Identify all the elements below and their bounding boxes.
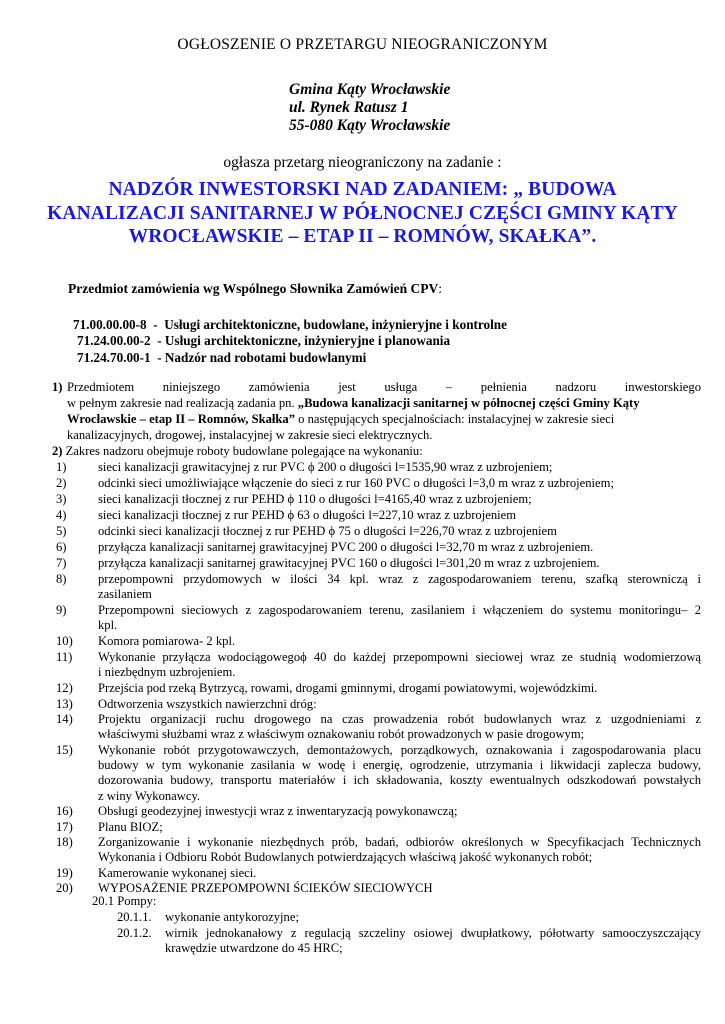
section-1-line: w pełnym zakresie nad realizacją zadania pn. „Budowa kanalizacji sanitarnej w północnej części Gminy Kąty [67, 396, 640, 410]
section-2-heading: 2) Zakres nadzoru obejmuje roboty budowlane polegające na wykonaniu: [52, 444, 423, 458]
list-item-text: Projektu organizacji ruchu drogowego na czas prowadzenia robót budowlanych wraz z uzgodnieniami z [98, 712, 701, 726]
pumps-subheading: 20.1 Pompy: [92, 894, 157, 908]
section-1-line: kanalizacyjnych, drogowej, instalacyjnej w zakresie sieci elektrycznych. [67, 428, 433, 442]
list-item-number: 9) [56, 603, 67, 617]
announce-text: ogłasza przetarg nieograniczony na zadanie : [223, 154, 502, 171]
list-item-text: Wykonania i Odbioru Robót Budowlanych potwierdzających właściwą jakość wykonanych robót; [98, 850, 593, 865]
list-item-text: Zorganizowanie i wykonanie niezbędnych prób, badań, odbiorów określonych w Specyfikacjach Technicznych [98, 835, 701, 849]
sub-item-text: wykonanie antykorozyjne; [165, 910, 299, 924]
list-item-text: Komora pomiarowa- 2 kpl. [98, 634, 236, 648]
section-1-line: Wrocławskie – etap II – Romnów, Skałka” o następujących specjalnościach: instalacyjnej w zakresie sieci [67, 412, 615, 426]
cpv-heading-colon: : [438, 281, 443, 296]
list-item-text: Przepompowni sieciowych z zagospodarowaniem terenu, zasilaniem i włączeniem do systemu monitoringu– 2 [98, 603, 701, 617]
list-item-number: 15) [56, 743, 73, 757]
sub-item-text: wirnik jednokanałowy z regulacją szczeliny osiowej dwupłatkowy, półotwarty samooczyszczający [165, 926, 701, 940]
list-item-number: 6) [56, 540, 67, 554]
list-item-number: 2) [56, 476, 67, 490]
list-item-text: przepompowni przydomowych w ilości 34 kpl. wraz z zagospodarowaniem terenu, szafką sterowniczą i [98, 572, 701, 586]
list-item-number: 4) [56, 508, 67, 522]
tender-title-line: KANALIZACJI SANITARNEJ W PÓŁNOCNEJ CZĘŚCI GMINY KĄTY [47, 202, 678, 224]
address-line-2: ul. Rynek Ratusz 1 [289, 99, 409, 116]
list-item-number: 12) [56, 681, 73, 695]
list-item-number: 11) [56, 650, 73, 664]
list-item-text: WYPOSAŻENIE PRZEPOMPOWNI ŚCIEKÓW SIECIOWYCH [98, 881, 433, 895]
list-item-text: Wykonanie przyłącza wodociągowegoϕ 40 do każdej przepompowni sieciowej wraz ze studnią wodomierzową [98, 650, 701, 664]
sub-item-number: 20.1.2. [117, 926, 152, 940]
list-item-number: 8) [56, 572, 67, 586]
list-item-number: 3) [56, 492, 67, 506]
list-item-number: 13) [56, 697, 73, 711]
list-item-text: sieci kanalizacji grawitacyjnej z rur PVC ϕ 200 o długości l=1535,90 wraz z uzbrojeniem; [98, 460, 553, 474]
list-item-text: odcinki sieci umożliwiające włączenie do sieci z rur 160 PVC o długości l=3,0 m wraz z uzbrojeniem; [98, 476, 614, 490]
list-item-text: i niezbędnym uzbrojeniem. [98, 665, 236, 680]
list-item-text: z winy Wykonawcy. [98, 788, 201, 803]
cpv-item: 71.24.70.00-1 - Nadzór nad robotami budowlanymi [77, 350, 367, 365]
tender-title-line: WROCŁAWSKIE – ETAP II – ROMNÓW, SKAŁKA”. [128, 226, 597, 247]
list-item-number: 1) [56, 460, 67, 474]
list-item-text: zasilaniem [98, 587, 152, 602]
list-item-text: Planu BIOZ; [98, 820, 163, 834]
list-item-text: Odtworzenia wszystkich nawierzchni dróg: [98, 697, 317, 711]
address-line-1: Gmina Kąty Wrocławskie [289, 81, 451, 98]
list-item-text: przyłącza kanalizacji sanitarnej grawitacyjnej PVC 160 o długości l=301,20 m wraz z uzbrojeniem. [98, 556, 600, 570]
list-item-text: Przejścia pod rzeką Bytrzycą, rowami, drogami gminnymi, drogami powiatowymi, wojewódzkimi. [98, 681, 598, 695]
sub-item-text: krawędzie utwardzone do 45 HRC; [165, 941, 343, 956]
list-item-number: 16) [56, 804, 73, 818]
list-item-text: odcinki sieci kanalizacji tłocznej z rur PEHD ϕ 75 o długości l=226,70 wraz z uzbrojeniem [98, 524, 557, 538]
cpv-item: 71.24.00.00-2 - Usługi architektoniczne, inżynieryjne i planowania [77, 333, 451, 348]
list-item-number: 19) [56, 866, 73, 880]
list-item-text: Wykonanie robót przygotowawczych, demontażowych, porządkowych, oznakowania i zagospodarowania placu [98, 743, 701, 757]
list-item-text: budowy w tym wykonanie zasilania w wodę i energię, ogrodzenie, utrzymania i likwidacji zaplecza budowy, [98, 758, 701, 773]
tender-title [40, 178, 685, 249]
list-item-number: 20) [56, 881, 73, 895]
list-item-number: 10) [56, 634, 73, 648]
list-item-text: właściwymi służbami wraz z właściwym oznakowaniu robót prowadzonych w pasie drogowym; [98, 727, 585, 742]
list-item-text: przyłącza kanalizacji sanitarnej grawitacyjnej PVC 200 o długości l=32,70 m wraz z uzbrojeniem. [98, 540, 594, 554]
list-item-number: 7) [56, 556, 67, 570]
list-item-text: sieci kanalizacji tłocznej z rur PEHD ϕ 63 o długości l=227,10 wraz z uzbrojeniem [98, 508, 516, 522]
cpv-item: 71.00.00.00-8 - Usługi architektoniczne, budowlane, inżynieryjne i kontrolne [73, 317, 507, 332]
page-heading: OGŁOSZENIE O PRZETARGU NIEOGRANICZONYM [177, 36, 548, 53]
list-item-text: kpl. [98, 618, 118, 633]
address-line-3: 55-080 Kąty Wrocławskie [289, 117, 451, 134]
cpv-heading [68, 281, 442, 297]
section-1-line: Przedmiotem niniejszego zamówienia jest usługa – pełnienia nadzoru inwestorskiego [67, 380, 701, 394]
list-item-text: Kamerowanie wykonanej sieci. [98, 866, 257, 880]
list-item-number: 18) [56, 835, 73, 849]
list-item-text: dozorowania budowy, transportu materiałów i ich składowania, koszty ewentualnych odszkodowań powstałych [98, 773, 701, 788]
list-item-number: 5) [56, 524, 67, 538]
list-item-number: 14) [56, 712, 73, 726]
cpv-heading-text: Przedmiot zamówienia wg Wspólnego Słownika Zamówień CPV [68, 281, 439, 296]
sub-item-number: 20.1.1. [117, 910, 152, 924]
list-item-number: 17) [56, 820, 73, 834]
list-item-text: Obsługi geodezyjnej inwestycji wraz z inwentaryzacją powykonawczą; [98, 804, 458, 818]
tender-title-line: NADZÓR INWESTORSKI NAD ZADANIEM: „ BUDOWA [108, 179, 617, 200]
section-1-number: 1) [52, 380, 63, 394]
list-item-text: sieci kanalizacji tłocznej z rur PEHD ϕ 110 o długości l=4165,40 wraz z uzbrojeniem; [98, 492, 532, 506]
